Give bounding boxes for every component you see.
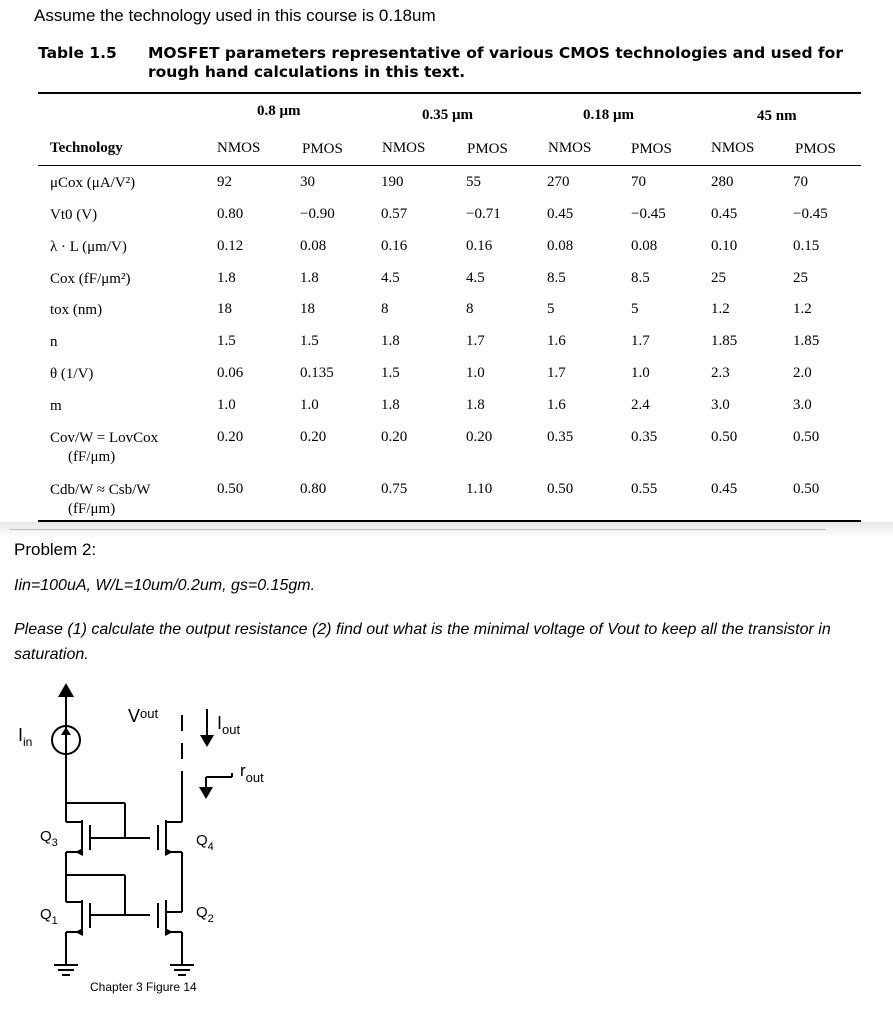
row-label-unit: (fF/μm) [68,449,116,465]
table-cell: 0.57 [381,206,408,222]
figure-caption: Chapter 3 Figure 14 [90,980,197,994]
row-label [50,397,62,416]
device-type: PMOS [302,141,343,157]
row-label [50,238,127,257]
device-type: PMOS [467,141,508,157]
rout-label: $r_{out}$ [240,761,264,785]
table-cell: 0.16 [381,238,408,254]
q4-label: $Q_4$ [196,832,214,853]
row-label-text: tox (nm) [50,302,103,318]
table-cell: 2.4 [631,397,650,413]
table-cell: 0.50 [217,481,244,497]
row-label [50,301,102,320]
table-cell: 1.8 [217,270,236,286]
table-cell: 0.06 [217,365,244,381]
table-cell: 8 [381,301,389,317]
table-cell: 1.8 [300,270,319,286]
table-cell: 1.7 [547,365,566,381]
table-cell: 0.80 [217,206,244,222]
table-cell: 0.20 [381,429,408,445]
table-cell: 1.7 [466,333,485,349]
vout-label: $V^{out}$ [128,706,159,726]
table-cell: 0.50 [793,481,820,497]
row-label-text: Cov/W = LovCox [50,430,159,446]
device-type: NMOS [548,140,592,156]
table-cell: 1.0 [300,397,319,413]
table-cell: 0.20 [217,429,244,445]
iin-label: $I_{in}$ [18,725,33,749]
table-cell: 2.0 [793,365,812,381]
table-cell: 4.5 [381,270,400,286]
table-cell: 18 [217,301,232,317]
table-cell: 25 [711,270,726,286]
table-cell: 5 [547,301,555,317]
table-cell: 0.75 [381,481,408,497]
table-cell: 0.45 [547,206,574,222]
table-cell: −0.45 [631,206,666,222]
table-cell: 0.08 [300,238,327,254]
table-cell: 0.12 [217,238,244,254]
table-cell: 0.10 [711,238,738,254]
table-cell: −0.90 [300,206,335,222]
table-caption-text: MOSFET parameters representative of various CMOS technologies and used for rough hand calculations in this text. [148,44,843,81]
row-label-text: Vt0 (V) [50,207,98,223]
table-cell: 1.5 [217,333,236,349]
table-cell: 1.0 [466,365,485,381]
q3-label: $Q_3$ [40,828,58,849]
table-cell: 0.50 [547,481,574,497]
table-cell: −0.45 [793,206,828,222]
q1-label: $Q_1$ [40,906,58,927]
table-cell: 1.10 [466,481,493,497]
table-cell: 1.5 [381,365,400,381]
row-label-unit: (fF/μm) [68,501,116,517]
row-label-text: n [50,334,58,350]
table-cell: 1.8 [381,397,400,413]
table-cell: 1.6 [547,397,566,413]
table-cell: 4.5 [466,270,485,286]
table-cell: 8.5 [631,270,650,286]
table-cell: 3.0 [711,397,730,413]
table-cell: 0.80 [300,481,327,497]
table-cell: 0.135 [300,365,334,381]
table-cell: 0.45 [711,481,738,497]
table-cell: 1.2 [711,301,730,317]
problem-given: Iin=100uA, W/L=10um/0.2um, gs=0.15gm. [14,577,316,594]
table-cell: 190 [381,174,404,190]
table-cell: 1.5 [300,333,319,349]
row-label [50,481,150,519]
table-cell: 55 [466,174,481,190]
problem-question: Please (1) calculate the output resistance (2) find out what is the minimal voltage of Vout to keep all the transistor in saturation. [14,621,831,663]
device-type: PMOS [795,141,836,157]
table-number: Table 1.5 [38,44,117,62]
table-top-rule [38,92,861,94]
table-cell: 18 [300,301,315,317]
table-cell: 1.8 [466,397,485,413]
table-cell: 25 [793,270,808,286]
cascode-current-mirror-figure [0,675,300,1005]
tech-header-1: 0.35 μm [422,107,473,123]
table-cell: 8.5 [547,270,566,286]
table-cell: 0.50 [793,429,820,445]
row-label [50,429,158,467]
row-label [50,174,135,193]
row-label [50,206,97,225]
table-cell: 270 [547,174,570,190]
table-cell: 70 [793,174,808,190]
device-type: PMOS [631,141,672,157]
table-cell: 0.20 [300,429,327,445]
table-cell: −0.71 [466,206,501,222]
table-cell: 0.55 [631,481,658,497]
table-cell: 8 [466,301,474,317]
q2-label: $Q_2$ [196,904,214,925]
device-type: NMOS [382,140,426,156]
row-label-text: Cdb/W ≈ Csb/W [50,482,151,498]
table-cell: 0.08 [631,238,658,254]
table-cell: 1.0 [631,365,650,381]
section-separator [0,522,893,538]
table-cell: 5 [631,301,639,317]
row-label-text: m [50,398,62,414]
table-cell: 2.3 [711,365,730,381]
table-cell: 3.0 [793,397,812,413]
table-cell: 0.20 [466,429,493,445]
table-cell: 1.8 [381,333,400,349]
row-label [50,365,93,384]
separator-line [10,529,826,530]
iout-label: $I_{out}$ [217,713,241,737]
table-cell: 0.16 [466,238,493,254]
table-cell: 1.85 [711,333,738,349]
table-cell: 1.2 [793,301,812,317]
tech-header-2: 0.18 μm [583,107,634,123]
table-cell: 0.50 [711,429,738,445]
table-cell: 0.45 [711,206,738,222]
row-label-text: Cox (fF/μm²) [50,271,131,287]
table-cell: 1.6 [547,333,566,349]
table-cell: 0.35 [547,429,574,445]
table-cell: 92 [217,174,232,190]
table-cell: 30 [300,174,315,190]
table-cell: 1.7 [631,333,650,349]
table-cell: 0.08 [547,238,574,254]
row-label-text: μCox (μA/V²) [50,175,136,191]
row-label-text: λ · L (μm/V) [50,239,127,255]
table-cell: 280 [711,174,734,190]
row-label [50,270,130,289]
table-cell: 0.15 [793,238,820,254]
assumption-text: Assume the technology used in this course is 0.18um [34,6,436,25]
tech-header-0: 0.8 μm [257,103,301,119]
device-type: NMOS [711,140,755,156]
problem-title: Problem 2: [14,540,97,559]
technology-label: Technology [50,140,123,156]
table-cell: 0.35 [631,429,658,445]
device-type: NMOS [217,140,261,156]
table-cell: 70 [631,174,646,190]
table-cell: 1.85 [793,333,820,349]
row-label-text: θ (1/V) [50,366,94,382]
table-header-rule [38,165,861,166]
tech-header-3: 45 nm [757,108,797,124]
table-cell: 1.0 [217,397,236,413]
row-label [50,333,58,352]
